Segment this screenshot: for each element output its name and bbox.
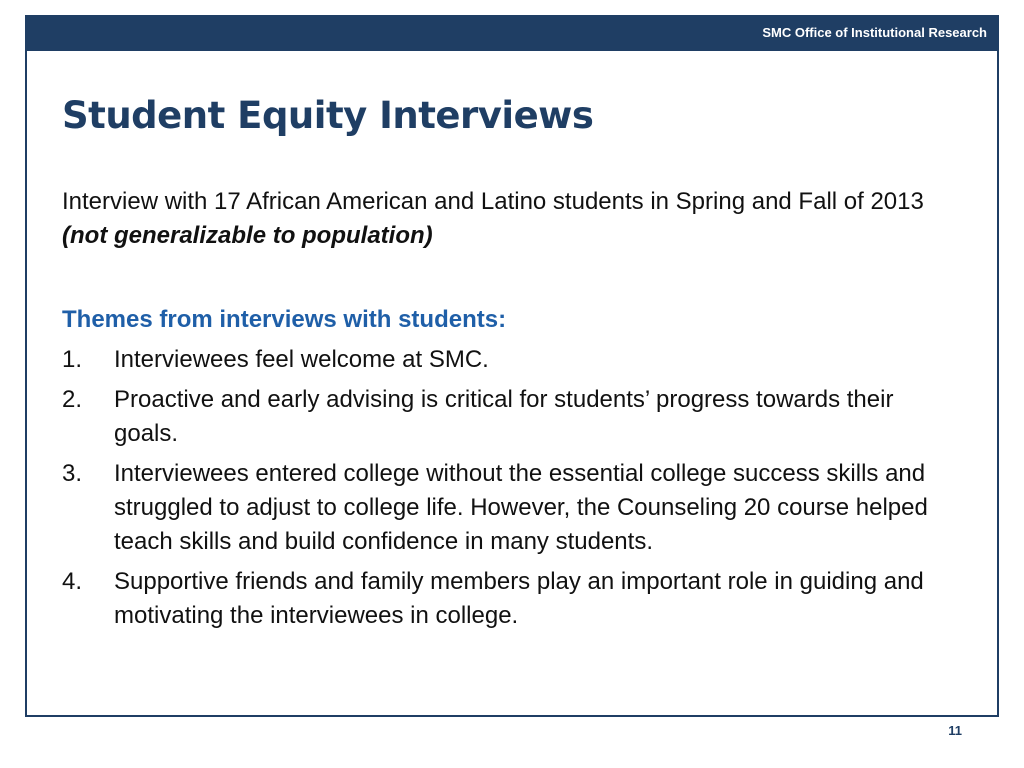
theme-item-1 (62, 343, 962, 377)
header-office-label: SMC Office of Institutional Research (762, 25, 987, 40)
theme-text: Interviewees feel welcome at SMC. (114, 346, 489, 373)
theme-number: 1. (62, 346, 83, 373)
intro-text: Interview with 17 African American and Latino students in Spring and Fall of 2013 (62, 188, 924, 215)
theme-number: 2. (62, 386, 83, 413)
theme-item-4 (62, 565, 962, 633)
theme-item-3 (62, 457, 962, 559)
theme-text: Proactive and early advising is critical for students’ progress towards their goals. (114, 386, 894, 447)
theme-text: Interviewees entered college without the essential college success skills and struggled to adjust to college life. However, the Counseling 20 course helped teach skills and build confidence in many students. (114, 460, 928, 555)
themes-list (62, 343, 962, 639)
intro-emphasis: (not generalizable to population) (62, 222, 433, 249)
intro-paragraph (62, 185, 962, 253)
theme-item-2 (62, 383, 962, 451)
theme-number: 3. (62, 460, 83, 487)
page-number: 11 (948, 723, 962, 738)
theme-number: 4. (62, 568, 83, 595)
slide-title: Student Equity Interviews (62, 94, 594, 137)
themes-heading: Themes from interviews with students: (62, 306, 507, 333)
theme-text: Supportive friends and family members play an important role in guiding and motivating the interviewees in college. (114, 568, 924, 629)
